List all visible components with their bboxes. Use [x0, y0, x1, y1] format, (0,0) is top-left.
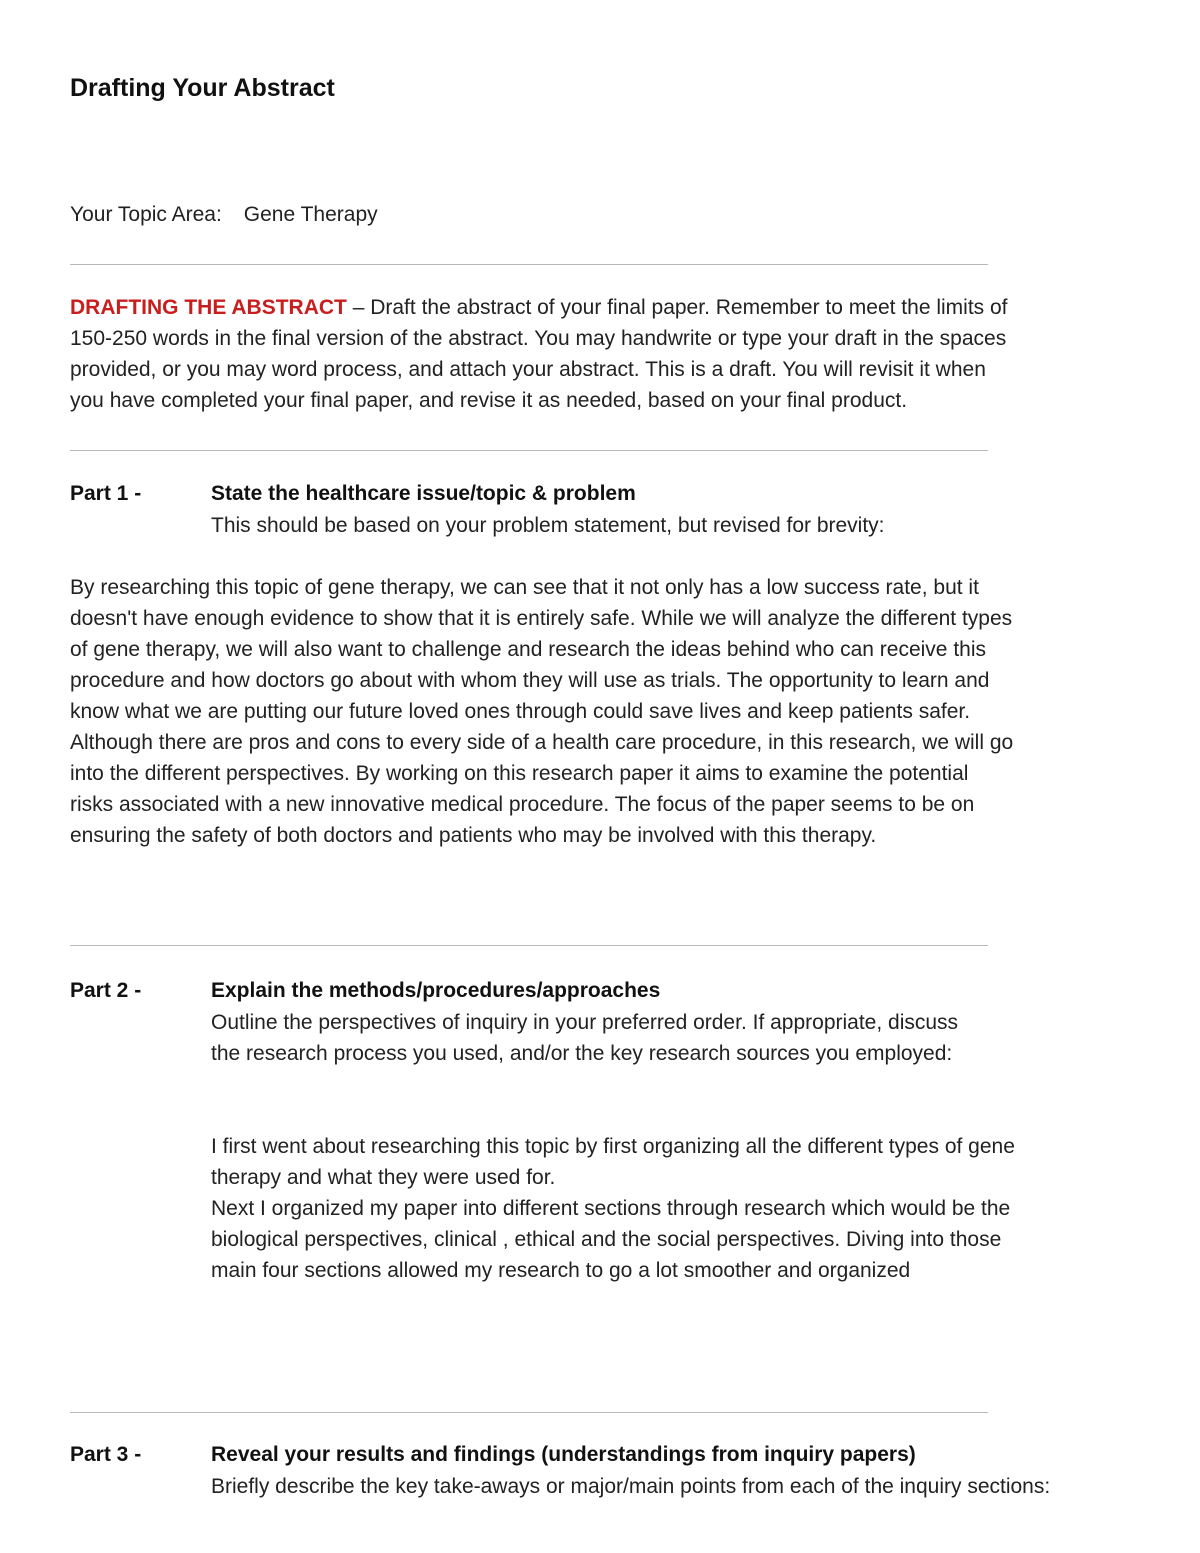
answer-line: Although there are pros and cons to every side of a health care procedure, in this research, we will go — [70, 731, 1014, 754]
part-3-description — [211, 1471, 1171, 1502]
answer-line: ensuring the safety of both doctors and patients who may be involved with this therapy. — [70, 824, 877, 847]
description-line: the research process you used, and/or the key research sources you employed: — [211, 1042, 953, 1065]
intro-line: provided, or you may word process, and attach your abstract. This is a draft. You will revisit it when — [70, 358, 986, 381]
answer-line: biological perspectives, clinical , ethical and the social perspectives. Diving into those — [211, 1228, 1002, 1251]
intro-text: – Draft the abstract of your final paper. Remember to meet the limits of — [346, 296, 1008, 319]
answer-line: By researching this topic of gene therapy, we can see that it not only has a low success rate, but it — [70, 576, 979, 599]
page-title: Drafting Your Abstract — [70, 74, 335, 102]
part-1-answer — [70, 572, 1145, 851]
description-line: Outline the perspectives of inquiry in your preferred order. If appropriate, discuss — [211, 1011, 959, 1034]
answer-line: therapy and what they were used for. — [211, 1166, 556, 1189]
part-1-label: Part 1 - — [70, 482, 142, 505]
topic-area-value: Gene Therapy — [243, 203, 378, 226]
intro-heading: DRAFTING THE ABSTRACT — [70, 296, 347, 319]
part-3-title: Reveal your results and findings (understandings from inquiry papers) — [211, 1443, 916, 1466]
answer-line: doesn't have enough evidence to show that it is entirely safe. While we will analyze the different types — [70, 607, 1013, 630]
part-1-title: State the healthcare issue/topic & problem — [211, 482, 636, 505]
intro-instructions — [70, 292, 1145, 416]
divider — [70, 450, 988, 451]
answer-line: know what we are putting our future loved ones through could save lives and keep patients safer. — [70, 700, 971, 723]
answer-line: Next I organized my paper into different sections through research which would be the — [211, 1197, 1011, 1220]
answer-line: risks associated with a new innovative medical procedure. The focus of the paper seems to be on — [70, 793, 975, 816]
topic-area-row — [70, 203, 378, 227]
answer-line: procedure and how doctors go about with whom they will use as trials. The opportunity to learn and — [70, 669, 990, 692]
description-line: Briefly describe the key take-aways or major/main points from each of the inquiry sections: — [211, 1475, 1051, 1498]
answer-line: into the different perspectives. By working on this research paper it aims to examine the potential — [70, 762, 969, 785]
answer-line: I first went about researching this topic by first organizing all the different types of gene — [211, 1135, 1015, 1158]
answer-line: main four sections allowed my research to go a lot smoother and organized — [211, 1259, 911, 1282]
answer-line: of gene therapy, we will also want to challenge and research the ideas behind who can receive this — [70, 638, 987, 661]
part-2-answer — [211, 1131, 1171, 1286]
part-3-label: Part 3 - — [70, 1443, 142, 1466]
part-2-label: Part 2 - — [70, 979, 142, 1002]
part-1-description — [211, 510, 1171, 541]
intro-line: you have completed your final paper, and revise it as needed, based on your final product. — [70, 389, 908, 412]
part-2-title: Explain the methods/procedures/approaches — [211, 979, 661, 1002]
divider — [70, 264, 988, 265]
topic-area-label: Your Topic Area: — [70, 203, 222, 226]
divider — [70, 1412, 988, 1413]
intro-line — [70, 292, 1145, 323]
intro-line: 150-250 words in the final version of the abstract. You may handwrite or type your draft in the spaces — [70, 327, 1007, 350]
description-line: This should be based on your problem statement, but revised for brevity: — [211, 514, 885, 537]
part-2-description — [211, 1007, 1171, 1069]
divider — [70, 945, 988, 946]
